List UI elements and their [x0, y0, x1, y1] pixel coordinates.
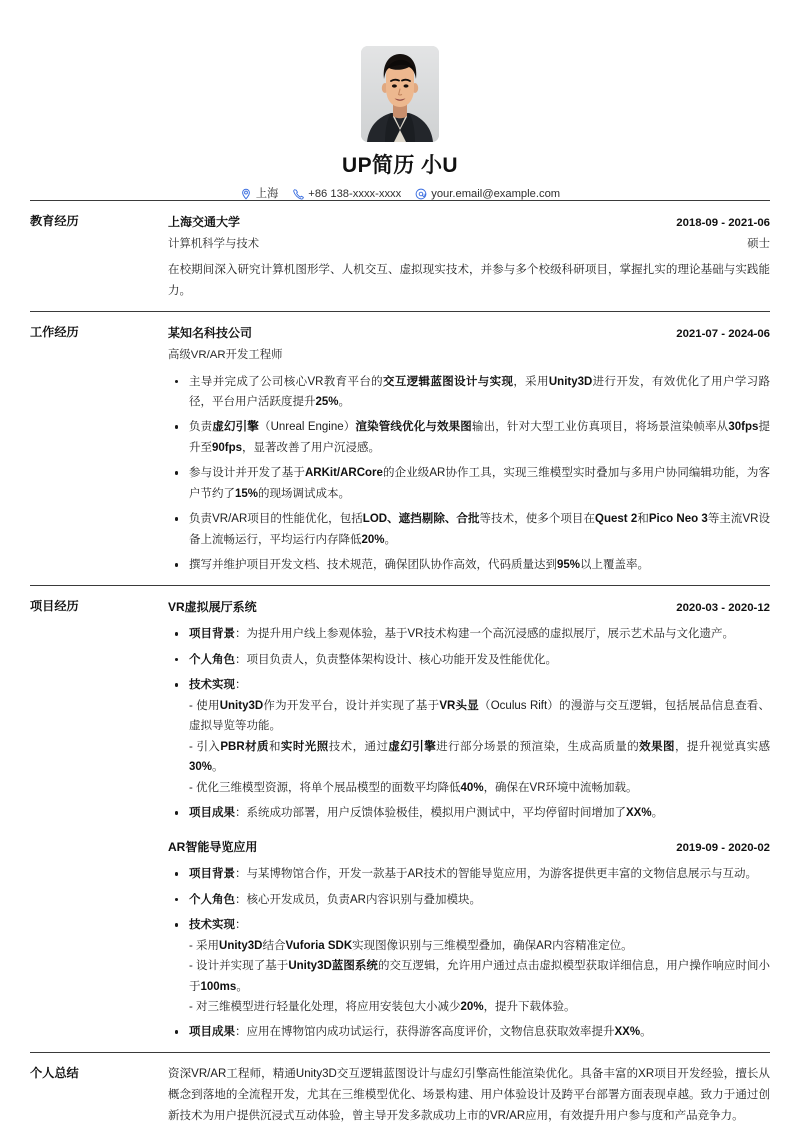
entry-head — [168, 597, 770, 619]
section-summary — [30, 1052, 770, 1130]
list-item: 项目背景：为提升用户线上参观体验，基于VR技术构建一个高沉浸感的虚拟展厅，展示艺术品与文化遗产。 — [168, 624, 770, 644]
tech-detail-line: - 设计并实现了基于Unity3D蓝图系统的交互逻辑，允许用户通过点击虚拟模型获取详细信息，用户操作响应时间小于100ms。 — [189, 960, 771, 993]
section-projects — [30, 585, 770, 1052]
list-item: 参与设计并开发了基于ARKit/ARCore的企业级AR协作工具，实现三维模型实时叠加与多用户协同编辑功能，为客户节约了15%的现场调试成本。 — [168, 463, 770, 504]
work-bullet-list — [168, 372, 770, 576]
list-item: 主导并完成了公司核心VR教育平台的交互逻辑蓝图设计与实现，采用Unity3D进行开发，有效优化了用户学习路径，平台用户活跃度提升25%。 — [168, 372, 770, 413]
map-pin-icon — [240, 188, 252, 200]
contact-location — [240, 188, 278, 200]
project-date: 2019-09 - 2020-02 — [676, 841, 770, 854]
section-education — [30, 200, 770, 311]
contact-email-text: your.email@example.com — [431, 187, 561, 200]
list-item: 项目成果：系统成功部署，用户反馈体验极佳，模拟用户测试中，平均停留时间增加了XX%。 — [168, 803, 770, 823]
section-label-summary: 个人总结 — [30, 1065, 79, 1080]
project-entry — [168, 837, 770, 1043]
section-body-education — [168, 212, 770, 302]
page-title: UP简历 小U — [342, 154, 458, 177]
list-item: 负责VR/AR项目的性能优化，包括LOD、遮挡剔除、合批等技术，使多个项目在Quest 2和Pico Neo 3等主流VR设备上流畅运行，平均运行内存降低20%。 — [168, 509, 770, 550]
entry-head — [168, 323, 770, 345]
section-label-projects: 项目经历 — [30, 598, 79, 613]
contact-phone — [292, 188, 401, 200]
list-item: 技术实现： - 采用Unity3D结合Vuforia SDK实现图像识别与三维模型叠加，确保AR内容精准定位。 - 设计并实现了基于Unity3D蓝图系统的交互逻辑，允许用户通过点击虚拟模型获取详细信息，用户操作响应时间小于100ms。 - 对三维模型进行轻量化处理，将应用安装包大小减少20%，提升下载体验。 — [168, 915, 770, 1017]
work-entry — [168, 323, 770, 575]
list-item: 技术实现： - 使用Unity3D作为开发平台，设计并实现了基于VR头显（Oculus Rift）的漫游与交互逻辑，包括展品信息查看、虚拟导览等功能。 - 引入PBR材质和实时光照技术，通过虚幻引擎进行部分场景的预渲染，生成高质量的效果图，提升视觉真实感30%。 - 优化三维模型资源，将单个展品模型的面数平均降低40%，确保在VR环境中流畅加载。 — [168, 675, 770, 798]
education-date: 2018-09 - 2021-06 — [676, 217, 770, 230]
entry-sub — [168, 235, 770, 255]
section-work — [30, 311, 770, 584]
email-at-icon — [415, 188, 427, 200]
resume-header — [30, 0, 770, 200]
avatar — [361, 46, 439, 142]
entry-head — [168, 212, 770, 234]
work-date: 2021-07 - 2024-06 — [676, 328, 770, 341]
project-bullet-list — [168, 864, 770, 1043]
degree: 硕士 — [747, 237, 770, 250]
education-entry — [168, 212, 770, 302]
tech-detail-line: - 采用Unity3D结合Vuforia SDK实现图像识别与三维模型叠加，确保AR内容精准定位。 — [189, 939, 633, 952]
tech-detail-line: - 对三维模型进行轻量化处理，将应用安装包大小减少20%，提升下载体验。 — [189, 1001, 576, 1013]
project-name: AR智能导览应用 — [168, 839, 258, 854]
phone-icon — [292, 188, 304, 200]
tech-detail-lines — [189, 936, 770, 1018]
project-name: VR虚拟展厅系统 — [168, 599, 257, 614]
contact-phone-text: +86 138-xxxx-xxxx — [308, 187, 402, 200]
contact-email — [415, 188, 560, 200]
entry-head — [168, 837, 770, 859]
entry-sub — [168, 346, 770, 366]
project-bullet-list — [168, 624, 770, 823]
list-item: 个人角色：核心开发成员，负责AR内容识别与叠加模块。 — [168, 890, 770, 910]
school-name: 上海交通大学 — [168, 215, 241, 230]
company-name: 某知名科技公司 — [168, 326, 253, 341]
section-body-summary — [168, 1064, 770, 1128]
tech-detail-line: - 使用Unity3D作为开发平台，设计并实现了基于VR头显（Oculus Rift）的漫游与交互逻辑，包括展品信息查看、虚拟导览等功能。 — [189, 699, 771, 733]
section-body-work — [168, 323, 770, 575]
tech-detail-line: - 引入PBR材质和实时光照技术，通过虚幻引擎进行部分场景的预渲染，生成高质量的效果图，提升视觉真实感30%。 — [189, 740, 771, 774]
project-entry — [168, 597, 770, 824]
tech-detail-line: - 优化三维模型资源，将单个展品模型的面数平均降低40%，确保在VR环境中流畅加载。 — [189, 781, 638, 794]
list-item: 个人角色：项目负责人，负责整体架构设计、核心功能开发及性能优化。 — [168, 650, 770, 670]
section-label-education: 教育经历 — [30, 214, 79, 229]
education-description: 在校期间深入研究计算机图形学、人机交互、虚拟现实技术，并参与多个校级科研项目，掌握扎实的理论基础与实践能力。 — [168, 264, 770, 298]
list-item: 项目成果：应用在博物馆内成功试运行，获得游客高度评价，文物信息获取效率提升XX%。 — [168, 1022, 770, 1042]
list-item: 项目背景：与某博物馆合作，开发一款基于AR技术的智能导览应用，为游客提供更丰富的文物信息展示与互动。 — [168, 864, 770, 884]
list-item: 负责虚幻引擎（Unreal Engine）渲染管线优化与效果图输出，针对大型工业仿真项目，将场景渲染帧率从30fps提升至90fps，显著改善了用户沉浸感。 — [168, 417, 770, 458]
contact-location-text: 上海 — [255, 187, 279, 200]
major: 计算机科学与技术 — [168, 237, 260, 250]
tech-detail-lines — [189, 696, 770, 798]
job-title: 高级VR/AR开发工程师 — [168, 348, 283, 361]
section-label-work: 工作经历 — [30, 325, 79, 340]
contact-row — [30, 188, 770, 200]
project-date: 2020-03 - 2020-12 — [676, 601, 770, 614]
list-item: 撰写并维护项目开发文档、技术规范，确保团队协作高效，代码质量达到95%以上覆盖率。 — [168, 555, 770, 575]
summary-text: 资深VR/AR工程师，精通Unity3D交互逻辑蓝图设计与虚幻引擎高性能渲染优化。具备丰富的XR项目开发经验，擅长从概念到落地的全流程开发，尤其在三维模型优化、场景构建、用户体验设计及跨平台部署方面表现卓越。致力于通过创新技术为用户提供沉浸式互动体验，曾主导开发多款成功上市的VR/AR应用，有效提升用户参与度和产品竞争力。 — [168, 1067, 770, 1123]
section-body-projects — [168, 597, 770, 1043]
profile-photo-illustration — [361, 46, 439, 142]
